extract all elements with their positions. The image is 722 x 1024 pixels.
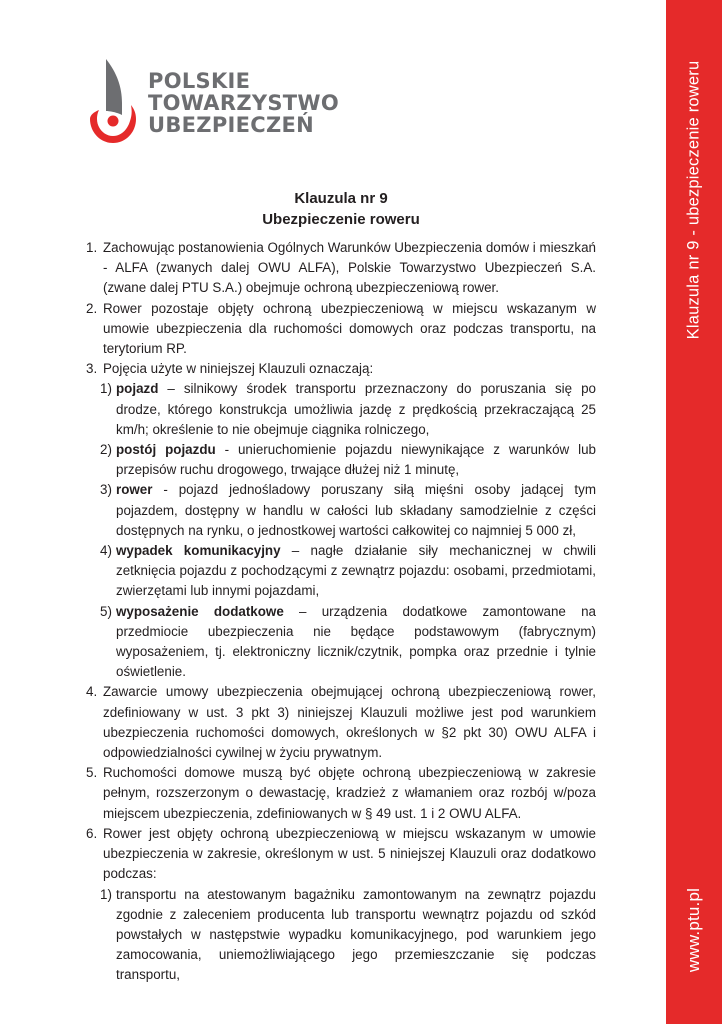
definition-wypadek-komunikacyjny xyxy=(86,541,596,602)
logo-line-1: POLSKIE xyxy=(148,69,251,93)
item-text: Rower jest objęty ochroną ubezpieczeniową w miejscu wskazanym w umowie ubezpieczenia w zakresie, określonym w ust. 5 niniejszej Klauzuli oraz dodatkowo podczas: xyxy=(103,825,596,882)
item-number: 3. xyxy=(86,361,98,377)
clause-item-6 xyxy=(86,824,596,986)
defined-term: wypadek komunikacyjny xyxy=(116,543,281,559)
item-number: 1. xyxy=(86,240,98,255)
item-text: Pojęcia użyte w niniejszej Klauzuli oznaczają: xyxy=(103,361,374,377)
logo-mark-icon xyxy=(84,55,144,150)
defined-term: pojazd xyxy=(116,381,159,397)
definition-text: – urządzenia dodatkowe zamontowane na przedmiocie ubezpieczenia nie będące podstawowym (fabrycznym) wyposażeniem, tj. elektroniczny licznik/czytnik, pompka oraz przednie i tylnie oświetlenie. xyxy=(116,603,597,680)
item-text: Zawarcie umowy ubezpieczenia obejmującej ochroną ubezpieczeniową rower, zdefiniowany w ust. 3 pkt 3) niniejszej Klauzuli możliwe jest pod warunkiem ubezpieczenia ruchomości domowych, określonych w §2 pkt 30) OWU ALFA i odpowiedzialności cywilnej w życiu prywatnym. xyxy=(103,684,596,761)
definition-text: - pojazd jednośladowy poruszany siłą mięśni osoby jadącej tym pojazdem, dostępny w handlu w całości lub składany samodzielnie z części dostępnych na rynku, o jednostkowej wartości całkowitej co najmniej 5 000 zł, xyxy=(116,482,596,538)
defined-term: rower xyxy=(116,482,153,498)
definition-rower xyxy=(86,480,596,541)
item-number: 5. xyxy=(86,765,98,781)
clause-item-2 xyxy=(86,299,596,360)
item-number: 4. xyxy=(86,684,98,700)
definition-pojazd xyxy=(86,379,596,440)
logo-line-2: TOWARZYSTWO xyxy=(148,91,340,115)
clause-item-1 xyxy=(86,238,596,299)
definition-text: - unieruchomienie pojazdu niewynikające z warunków lub przepisów ruchu drogowego, trwające dłużej niż 1 minutę, xyxy=(116,442,596,478)
subitem-number: 1) xyxy=(100,886,112,902)
clause-item-5 xyxy=(86,763,596,824)
clause-item-3 xyxy=(86,359,596,682)
subitem-number: 1) xyxy=(100,381,112,397)
document-subtitle: Ubezpieczenie roweru xyxy=(262,211,420,228)
clause-item-4 xyxy=(86,682,596,763)
defined-term: postój pojazdu xyxy=(116,442,216,458)
item-number: 2. xyxy=(86,300,98,316)
logo-wordmark xyxy=(148,70,339,136)
defined-term: wyposażenie dodatkowe xyxy=(116,603,284,619)
definition-postoj-pojazdu xyxy=(86,440,596,480)
logo-line-3: UBEZPIECZEŃ xyxy=(148,113,315,137)
definition-text: – nagłe działanie siły mechanicznej w chwili zetknięcia pojazdu z pochodzącymi z zewnątrz pojazdu: osobami, przedmiotami, zwierzętami lub innymi pojazdami, xyxy=(116,543,596,599)
definition-text: – silnikowy środek transportu przeznaczony do poruszania się po drodze, którego konstrukcja umożliwia jazdę z prędkością przekraczającą 25 km/h; określenie to nie obejmuje ciągnika rolniczego, xyxy=(116,381,596,437)
company-logo xyxy=(84,55,344,150)
subitem-number: 4) xyxy=(100,543,112,559)
definition-wyposazenie-dodatkowe xyxy=(86,602,596,683)
transport-condition xyxy=(86,885,596,986)
document-title: Klauzula nr 9 xyxy=(294,190,388,207)
subitem-number: 5) xyxy=(100,603,112,619)
condition-text: transportu na atestowanym bagażniku zamontowanym na zewnątrz pojazdu zgodnie z zaleceniem producenta lub transportu wewnątrz pojazdu od szkód powstałych w następstwie wypadku komunikacyjnego, pod warunkiem jego zamocowania, uniemożliwiającego jego przemieszczanie się podczas transportu, xyxy=(116,886,596,983)
item-text: Zachowując postanowienia Ogólnych Warunków Ubezpieczenia domów i mieszkań - ALFA (zwanych dalej OWU ALFA), Polskie Towarzystwo Ubezpieczeń S.A. (zwane dalej PTU S.A.) obejmuje ochroną ubezpieczeniową rower. xyxy=(103,240,596,296)
item-text: Rower pozostaje objęty ochroną ubezpieczeniową w miejscu wskazanym w umowie ubezpieczenia dla ruchomości domowych oraz podczas transportu, na terytorium RP. xyxy=(103,300,596,357)
item-text: Ruchomości domowe muszą być objęte ochroną ubezpieczeniową w zakresie pełnym, rozszerzonym o dewastację, kradzież z włamaniem oraz rozbój w/poza miejscem ubezpieczenia, zdefiniowanych w § 49 ust. 1 i 2 OWU ALFA. xyxy=(103,765,596,821)
clause-body xyxy=(86,238,596,986)
subitem-number: 3) xyxy=(100,482,112,498)
item-number: 6. xyxy=(86,825,98,841)
side-website-link[interactable]: www.ptu.pl xyxy=(684,887,703,973)
side-clause-label: Klauzula nr 9 - ubezpieczenie roweru xyxy=(684,60,703,340)
subitem-number: 2) xyxy=(100,442,112,458)
side-band xyxy=(666,0,722,1024)
